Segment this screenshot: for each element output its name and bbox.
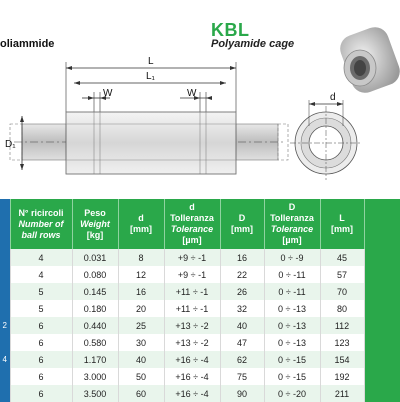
table-row: [0, 249, 400, 266]
cell-L: 57: [320, 266, 364, 283]
cell-L: 80: [320, 300, 364, 317]
row-edge-cell: 2: [0, 317, 10, 334]
cell-D: 32: [220, 300, 264, 317]
dim-L1-label: L₁: [146, 71, 155, 82]
cell-stub: [364, 249, 400, 266]
row-edge-cell: [0, 334, 10, 351]
header-weight: Peso Weight [kg]: [72, 199, 118, 249]
table-row: [0, 266, 400, 283]
cell-d-tol: +11 ÷ -1: [164, 300, 220, 317]
cell-L: 112: [320, 317, 364, 334]
cell-stub: [364, 266, 400, 283]
cell-d: 12: [118, 266, 164, 283]
cell-stub: [364, 368, 400, 385]
row-edge-cell: [0, 283, 10, 300]
cell-rows: 6: [10, 385, 72, 402]
table-row: [0, 317, 400, 334]
cell-d-tol: +16 ÷ -4: [164, 368, 220, 385]
table-row: [0, 283, 400, 300]
cell-D-tol: 0 ÷ -13: [264, 334, 320, 351]
cell-d: 60: [118, 385, 164, 402]
cell-D: 90: [220, 385, 264, 402]
cell-weight: 0.440: [72, 317, 118, 334]
cell-rows: 5: [10, 283, 72, 300]
cell-D-tol: 0 ÷ -13: [264, 317, 320, 334]
cell-stub: [364, 300, 400, 317]
row-edge-cell: [0, 300, 10, 317]
cell-weight: 3.000: [72, 368, 118, 385]
cell-rows: 4: [10, 266, 72, 283]
dim-L-label: L: [148, 56, 154, 67]
header-stub: [364, 199, 400, 249]
cell-D: 75: [220, 368, 264, 385]
cell-stub: [364, 317, 400, 334]
cell-d-tol: +13 ÷ -2: [164, 317, 220, 334]
cell-rows: 4: [10, 249, 72, 266]
cell-D-tol: 0 ÷ -11: [264, 266, 320, 283]
cell-d: 50: [118, 368, 164, 385]
dim-W-left-label: W: [103, 88, 113, 99]
table-row: [0, 368, 400, 385]
cell-rows: 6: [10, 351, 72, 368]
row-edge-cell: [0, 266, 10, 283]
cell-d-tol: +9 ÷ -1: [164, 249, 220, 266]
dim-d-label: d: [330, 92, 336, 103]
cell-weight: 0.031: [72, 249, 118, 266]
cell-D-tol: 0 ÷ -20: [264, 385, 320, 402]
model-title: KBL: [211, 20, 250, 40]
cell-weight: 0.180: [72, 300, 118, 317]
cell-weight: 0.080: [72, 266, 118, 283]
header-D: D [mm]: [220, 199, 264, 249]
header-edge: [0, 199, 10, 249]
cell-D: 16: [220, 249, 264, 266]
end-view: [290, 92, 362, 180]
cell-L: 211: [320, 385, 364, 402]
cell-D-tol: 0 ÷ -13: [264, 300, 320, 317]
cell-stub: [364, 283, 400, 300]
cell-D-tol: 0 ÷ -15: [264, 351, 320, 368]
cell-L: 70: [320, 283, 364, 300]
cell-d: 25: [118, 317, 164, 334]
cell-L: 45: [320, 249, 364, 266]
cell-D-tol: 0 ÷ -11: [264, 283, 320, 300]
dimension-W-left: [82, 88, 113, 112]
header-D-tolerance: D Tolleranza Tolerance [µm]: [264, 199, 320, 249]
header-rows: N° ricircoli Number of ball rows: [10, 199, 72, 249]
dimension-L1: [74, 71, 226, 85]
cell-weight: 1.170: [72, 351, 118, 368]
header-d: d [mm]: [118, 199, 164, 249]
header-d-tolerance: d Tolleranza Tolerance [µm]: [164, 199, 220, 249]
cell-D: 22: [220, 266, 264, 283]
model-subtitle: Polyamide cage: [211, 38, 295, 50]
dim-D1-label: D₁: [5, 139, 16, 150]
cell-L: 192: [320, 368, 364, 385]
technical-drawing: [0, 0, 400, 200]
cell-D: 62: [220, 351, 264, 368]
series-label-cropped: oliammide: [0, 38, 55, 50]
cell-weight: 0.580: [72, 334, 118, 351]
cell-d: 30: [118, 334, 164, 351]
dimension-W-right: [180, 88, 212, 112]
cell-D: 47: [220, 334, 264, 351]
cell-weight: 0.145: [72, 283, 118, 300]
cell-d-tol: +11 ÷ -1: [164, 283, 220, 300]
table-row: [0, 351, 400, 368]
spec-table: [0, 199, 400, 402]
table-row: [0, 334, 400, 351]
cell-stub: [364, 351, 400, 368]
cell-L: 154: [320, 351, 364, 368]
cell-d: 8: [118, 249, 164, 266]
cell-D: 40: [220, 317, 264, 334]
cell-rows: 6: [10, 334, 72, 351]
table-header-row: [0, 199, 400, 249]
row-edge-cell: [0, 249, 10, 266]
cell-stub: [364, 385, 400, 402]
cell-D-tol: 0 ÷ -15: [264, 368, 320, 385]
cell-stub: [364, 334, 400, 351]
cell-rows: 6: [10, 368, 72, 385]
table-row: [0, 385, 400, 402]
row-edge-cell: [0, 368, 10, 385]
cell-d-tol: +13 ÷ -2: [164, 334, 220, 351]
cell-rows: 5: [10, 300, 72, 317]
bearing-body: [66, 112, 236, 174]
cell-weight: 3.500: [72, 385, 118, 402]
cell-D: 26: [220, 283, 264, 300]
cell-D-tol: 0 ÷ -9: [264, 249, 320, 266]
row-edge-cell: [0, 385, 10, 402]
header-L: L [mm]: [320, 199, 364, 249]
cell-d-tol: +9 ÷ -1: [164, 266, 220, 283]
cell-d: 40: [118, 351, 164, 368]
cell-L: 123: [320, 334, 364, 351]
cell-d: 20: [118, 300, 164, 317]
cell-d-tol: +16 ÷ -4: [164, 385, 220, 402]
cell-d: 16: [118, 283, 164, 300]
dimension-L: [66, 56, 236, 112]
dim-W-right-label: W: [187, 88, 197, 99]
cell-d-tol: +16 ÷ -4: [164, 351, 220, 368]
cell-rows: 6: [10, 317, 72, 334]
row-edge-cell: 4: [0, 351, 10, 368]
table-row: [0, 300, 400, 317]
product-photo: [336, 23, 400, 96]
